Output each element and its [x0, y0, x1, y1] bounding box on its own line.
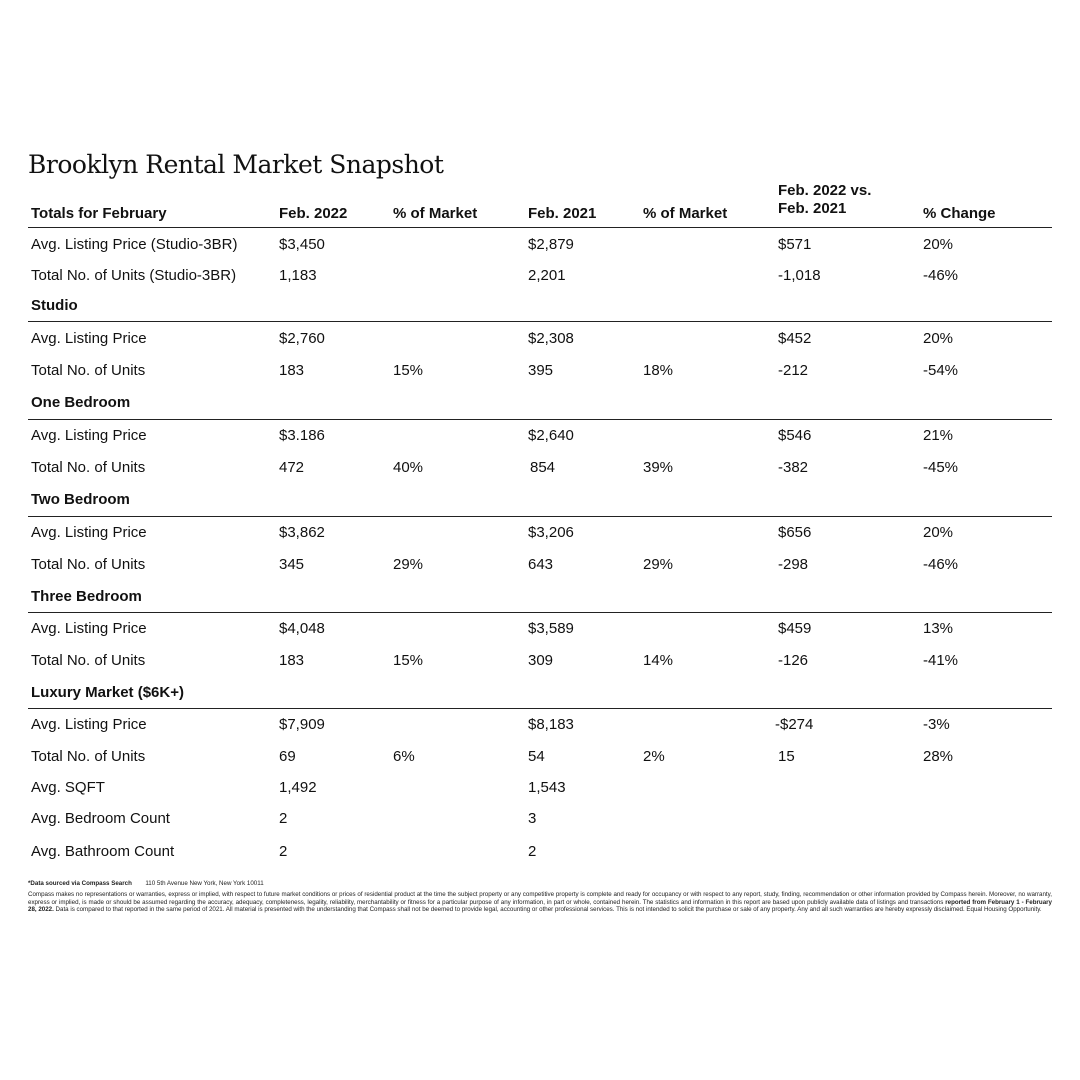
- disclaimer-text-continued: Data is compared to that reported in the same period of 2021. All material is presented with the understanding that Compass shall not be deemed to provide legal, accounting or other professional services. This is not intended to solicit the purchase or sale of any property. Any and all such warranties are hereby expressly disclaimed. Equal Housing Opportunity.: [55, 906, 1042, 914]
- cell-feb2022: $3.186: [279, 427, 325, 444]
- table-row: [0, 779, 1080, 811]
- col-pct2022-header: % of Market: [393, 205, 478, 222]
- cell-feb2022: 69: [279, 748, 296, 765]
- cell-diff: $452: [778, 330, 812, 347]
- row-label: Avg. Listing Price: [31, 716, 147, 733]
- cell-change: -54%: [923, 362, 959, 379]
- cell-diff: 15: [778, 748, 795, 765]
- cell-feb2021: 1,543: [528, 779, 566, 796]
- cell-feb2022: 472: [279, 459, 305, 476]
- cell-feb2022: 183: [279, 652, 305, 669]
- cell-diff: $656: [778, 524, 812, 541]
- source-note: *Data sourced via Compass Search: [28, 880, 132, 887]
- cell-feb2021: $3,589: [528, 620, 574, 637]
- section-heading-one-bedroom: One Bedroom: [31, 394, 131, 411]
- table-row: [0, 362, 1080, 394]
- cell-change: 20%: [923, 330, 954, 347]
- cell-diff: $459: [778, 620, 812, 637]
- col-feb2022-header: Feb. 2022: [279, 205, 348, 222]
- section-divider: [28, 612, 1052, 613]
- cell-feb2021: 3: [528, 810, 537, 827]
- cell-feb2022: 1,183: [279, 267, 317, 284]
- cell-feb2021: $8,183: [528, 716, 574, 733]
- table-row: [0, 652, 1080, 684]
- cell-feb2022: 183: [279, 362, 305, 379]
- row-label: Total No. of Units: [31, 556, 146, 573]
- row-label: Avg. SQFT: [31, 779, 105, 796]
- row-label: Avg. Listing Price: [31, 620, 147, 637]
- section-divider: [28, 708, 1052, 709]
- row-label: Total No. of Units: [31, 362, 146, 379]
- table-row: [0, 748, 1080, 780]
- cell-change: -46%: [923, 267, 959, 284]
- cell-feb2022: $7,909: [279, 716, 325, 733]
- office-address: 110 5th Avenue New York, New York 10011: [145, 880, 264, 887]
- col-diff-header: [778, 182, 871, 218]
- row-label: Avg. Listing Price: [31, 330, 147, 347]
- cell-feb2022: $2,760: [279, 330, 325, 347]
- cell-pct2021: 29%: [643, 556, 674, 573]
- col-label-header: Totals for February: [31, 205, 167, 222]
- cell-feb2021: 643: [528, 556, 554, 573]
- cell-pct2021: 14%: [643, 652, 674, 669]
- cell-feb2021: $2,308: [528, 330, 574, 347]
- cell-feb2021: $2,640: [528, 427, 574, 444]
- cell-pct2022: 40%: [393, 459, 424, 476]
- cell-diff: -382: [778, 459, 809, 476]
- row-label: Total No. of Units: [31, 748, 146, 765]
- cell-feb2022: 345: [279, 556, 305, 573]
- cell-change: 13%: [923, 620, 954, 637]
- col-pct2021-header: % of Market: [643, 205, 728, 222]
- cell-diff: -1,018: [778, 267, 821, 284]
- header-divider: [28, 227, 1052, 228]
- cell-feb2021: 395: [528, 362, 554, 379]
- section-divider: [28, 321, 1052, 322]
- cell-feb2021: 854: [530, 459, 556, 476]
- cell-feb2022: 2: [279, 843, 288, 860]
- cell-change: -46%: [923, 556, 959, 573]
- cell-change: 21%: [923, 427, 954, 444]
- section-divider: [28, 419, 1052, 420]
- table-row: [0, 716, 1080, 748]
- cell-diff: -$274: [775, 716, 814, 733]
- cell-feb2022: $4,048: [279, 620, 325, 637]
- cell-feb2022: 1,492: [279, 779, 317, 796]
- table-row: [0, 843, 1080, 875]
- table-row: [0, 267, 1080, 299]
- row-label: Avg. Bedroom Count: [31, 810, 170, 827]
- section-heading-three-bedroom: Three Bedroom: [31, 588, 142, 605]
- cell-change: -3%: [923, 716, 950, 733]
- cell-pct2022: 15%: [393, 362, 424, 379]
- cell-diff: $546: [778, 427, 812, 444]
- cell-change: 20%: [923, 524, 954, 541]
- table-row: [0, 810, 1080, 842]
- cell-pct2022: 15%: [393, 652, 424, 669]
- cell-diff: -298: [778, 556, 809, 573]
- cell-pct2021: 2%: [643, 748, 665, 765]
- cell-feb2022: $3,862: [279, 524, 325, 541]
- cell-pct2022: 6%: [393, 748, 415, 765]
- cell-change: 28%: [923, 748, 954, 765]
- cell-feb2021: $2,879: [528, 236, 574, 253]
- cell-diff: $571: [778, 236, 812, 253]
- cell-pct2021: 18%: [643, 362, 674, 379]
- row-label: Avg. Bathroom Count: [31, 843, 175, 860]
- col-feb2021-header: Feb. 2021: [528, 205, 597, 222]
- section-divider: [28, 516, 1052, 517]
- table-row: [0, 459, 1080, 491]
- legal-disclaimer: [28, 891, 1052, 914]
- cell-diff: -126: [778, 652, 809, 669]
- cell-feb2021: 309: [528, 652, 554, 669]
- table-row: [0, 427, 1080, 459]
- table-row: [0, 620, 1080, 652]
- disclaimer-text: Compass makes no representations or warranties, express or implied, with respect to future market conditions or prices of residential product at the time the subject property or any competitive property is complete and ready for occupancy or with respect to any report, study, finding, recommendation or other information provided by Compass herein. Moreover, no warranty, express or implied, is made or should be assumed regarding the accuracy, adequacy, completeness, legality, reliability, merchantability or fitness for a particular purpose of any information, in part or whole, contained herein. The statistics and information in this report are based upon publicly available data of listings and transactions: [28, 891, 1052, 906]
- table-row: [0, 524, 1080, 556]
- cell-change: 20%: [923, 236, 954, 253]
- table-row: [0, 556, 1080, 588]
- cell-pct2021: 39%: [643, 459, 674, 476]
- cell-change: -45%: [923, 459, 959, 476]
- col-diff-header-line2: Feb. 2021: [778, 200, 847, 217]
- table-header: [0, 0, 1080, 228]
- footnote-source: [28, 880, 1052, 888]
- cell-feb2021: $3,206: [528, 524, 574, 541]
- cell-feb2022: $3,450: [279, 236, 325, 253]
- table-row: [0, 330, 1080, 362]
- cell-feb2022: 2: [279, 810, 288, 827]
- col-change-header: % Change: [923, 205, 996, 222]
- col-diff-header-line1: Feb. 2022 vs.: [778, 182, 872, 199]
- cell-pct2022: 29%: [393, 556, 424, 573]
- cell-diff: -212: [778, 362, 809, 379]
- row-label: Total No. of Units: [31, 459, 146, 476]
- section-heading-luxury: Luxury Market ($6K+): [31, 684, 184, 701]
- cell-feb2021: 2: [528, 843, 537, 860]
- row-label: Total No. of Units (Studio-3BR): [31, 267, 237, 284]
- row-label: Avg. Listing Price (Studio-3BR): [31, 236, 238, 253]
- page-title: Brooklyn Rental Market Snapshot: [28, 150, 444, 179]
- disclaimer-period: reported from February 1 - February 28, 2022.: [28, 898, 1052, 914]
- section-heading-two-bedroom: Two Bedroom: [31, 491, 130, 508]
- cell-change: -41%: [923, 652, 959, 669]
- table-row: [0, 236, 1080, 268]
- section-heading-studio: Studio: [31, 297, 78, 314]
- cell-feb2021: 54: [528, 748, 545, 765]
- row-label: Avg. Listing Price: [31, 524, 147, 541]
- row-label: Total No. of Units: [31, 652, 146, 669]
- cell-feb2021: 2,201: [528, 267, 566, 284]
- row-label: Avg. Listing Price: [31, 427, 147, 444]
